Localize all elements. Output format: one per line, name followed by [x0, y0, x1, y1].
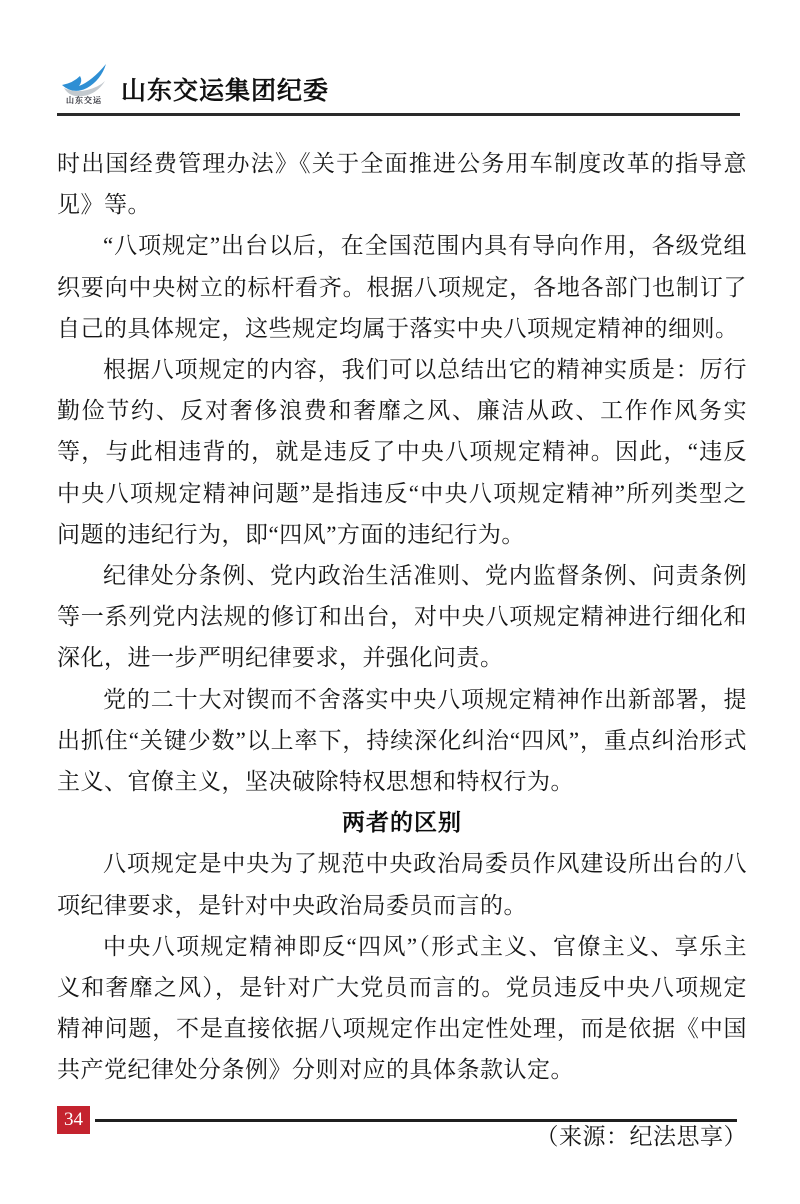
- source-note: （来源：纪法思享）: [535, 1123, 747, 1149]
- company-logo: [57, 61, 111, 111]
- paragraph: 根据八项规定的内容，我们可以总结出它的精神实质是：厉行勤俭节约、反对奢侈浪费和奢靡之风、廉洁从政、工作作风务实等，与此相违背的，就是违反了中央八项规定精神。因此，“违反中央八项规定精神问题”是指违反“中央八项规定精神”所列类型之问题的违纪行为，即“四风”方面的违纪行为。: [57, 357, 747, 547]
- bird-swoosh-logo-icon: [59, 61, 109, 99]
- page-header: [57, 60, 740, 116]
- section-heading: 两者的区别: [342, 809, 462, 836]
- paragraph: 党的二十大对锲而不舍落实中央八项规定精神作出新部署，提出抓住“关键少数”以上率下，持续深化纠治“四风”，重点纠治形式主义、官僚主义，坚决破除特权思想和特权行为。: [57, 686, 747, 795]
- paragraph: 时出国经费管理办法》《关于全面推进公务用车制度改革的指导意见》等。: [57, 151, 747, 218]
- page-footer: [57, 1106, 737, 1134]
- logo-caption: 山东交运: [66, 96, 102, 105]
- footer-rule: [95, 1119, 737, 1122]
- document-body: [57, 143, 747, 1157]
- paragraph: 八项规定是中央为了规范中央政治局委员作风建设所出台的八项纪律要求，是针对中央政治局委员而言的。: [57, 851, 747, 918]
- page-number-badge: 34: [57, 1106, 90, 1134]
- org-title: 山东交运集团纪委: [121, 77, 330, 105]
- paragraph: “八项规定”出台以后，在全国范围内具有导向作用，各级党组织要向中央树立的标杆看齐。根据八项规定，各地各部门也制订了自己的具体规定，这些规定均属于落实中央八项规定精神的细则。: [57, 233, 747, 341]
- paragraph: 中央八项规定精神即反“四风”（形式主义、官僚主义、享乐主义和奢靡之风），是针对广大党员而言的。党员违反中央八项规定精神问题，不是直接依据八项规定作出定性处理，而是依据《中国共产党纪律处分条例》分则对应的具体条款认定。: [57, 933, 747, 1083]
- paragraph: 纪律处分条例、党内政治生活准则、党内监督条例、问责条例等一系列党内法规的修订和出台，对中央八项规定精神进行细化和深化，进一步严明纪律要求，并强化问责。: [57, 563, 747, 671]
